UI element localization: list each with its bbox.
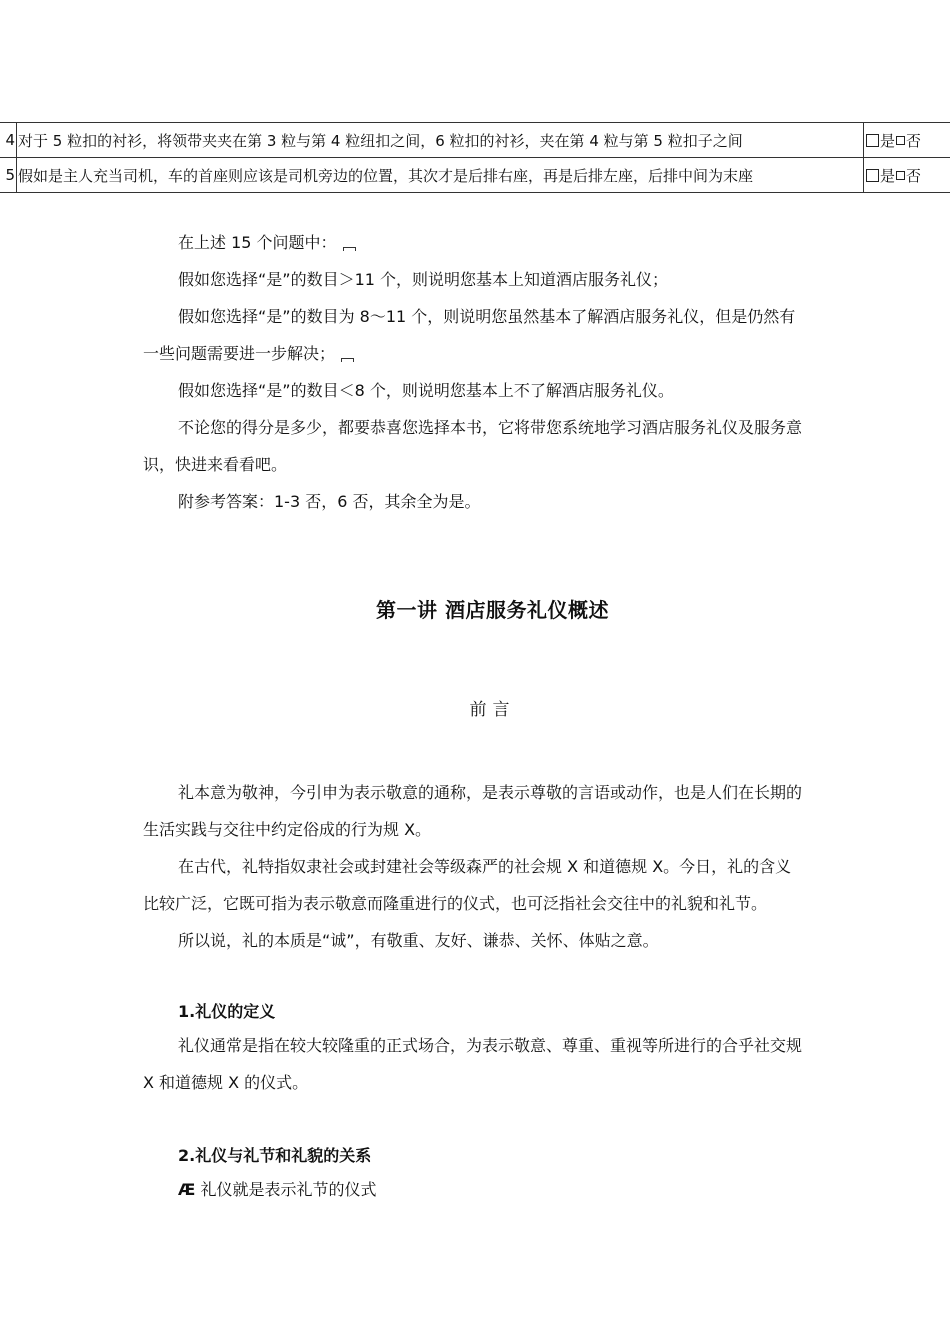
row-number: 4 <box>0 123 17 158</box>
quiz-table <box>0 122 950 193</box>
scoring-encourage: 不论您的得分是多少，都要恭喜您选择本书，它将带您系统地学习酒店服务礼仪及服务意识，快进来看看吧。 <box>143 418 803 474</box>
yes-label: 是 <box>880 166 896 185</box>
foreword-heading: 前言 <box>469 700 516 720</box>
foreword-body <box>143 774 807 959</box>
no-label: 否 <box>906 131 922 150</box>
yes-checkbox[interactable] <box>866 134 879 147</box>
answer-options <box>864 123 950 158</box>
paragraph-mark-icon <box>343 247 356 251</box>
question-text: 对于 5 粒扣的衬衫，将领带夹夹在第 3 粒与第 4 粒纽扣之间，6 粒扣的衬衫，夹在第 4 粒与第 5 粒扣子之间 <box>17 123 864 158</box>
no-label: 否 <box>906 166 922 185</box>
scoring-low: 假如您选择“是”的数目＜8 个，则说明您基本上不了解酒店服务礼仪。 <box>178 381 674 400</box>
paragraph: 所以说，礼的本质是“诚”，有敬重、友好、谦恭、关怀、体贴之意。 <box>178 931 659 950</box>
no-checkbox[interactable] <box>896 171 905 180</box>
section-heading: 1.礼仪的定义 <box>178 1002 276 1021</box>
scoring-section <box>143 224 807 520</box>
section1-body <box>143 1027 807 1101</box>
bullet-icon: Æ <box>178 1180 196 1199</box>
answer-key: 附参考答案：1-3 否，6 否，其余全为是。 <box>178 492 481 511</box>
paragraph: 礼仪通常是指在较大较隆重的正式场合，为表示敬意、尊重、重视等所进行的合乎社交规 X 和道德规 X 的仪式。 <box>143 1036 803 1092</box>
yes-label: 是 <box>880 131 896 150</box>
paragraph: 礼本意为敬神，今引申为表示敬意的通称，是表示尊敬的言语或动作，也是人们在长期的生活实践与交往中约定俗成的行为规 X。 <box>143 783 803 839</box>
paragraph: 在古代，礼特指奴隶社会或封建社会等级森严的社会规 X 和道德规 X。今日，礼的含义比较广泛，它既可指为表示敬意而隆重进行的仪式，也可泛指社会交往中的礼貌和礼节。 <box>143 857 792 913</box>
scoring-mid: 假如您选择“是”的数目为 8～11 个，则说明您虽然基本了解酒店服务礼仪，但是仍然有一些问题需要进一步解决； <box>143 307 796 363</box>
bullet-item: Æ 礼仪就是表示礼节的仪式 <box>178 1180 377 1199</box>
table-row <box>0 158 950 193</box>
lecture-title: 第一讲 酒店服务礼仪概述 <box>376 598 609 622</box>
yes-checkbox[interactable] <box>866 169 879 182</box>
question-text: 假如是主人充当司机，车的首座则应该是司机旁边的位置，其次才是后排右座，再是后排左座，后排中间为末座 <box>17 158 864 193</box>
scoring-intro: 在上述 15 个问题中： <box>143 224 807 261</box>
answer-options <box>864 158 950 193</box>
scoring-high: 假如您选择“是”的数目＞11 个，则说明您基本上知道酒店服务礼仪； <box>178 270 669 289</box>
table-row <box>0 123 950 158</box>
section2-body <box>143 1171 807 1208</box>
no-checkbox[interactable] <box>896 136 905 145</box>
section-heading: 2.礼仪与礼节和礼貌的关系 <box>178 1146 372 1165</box>
row-number: 5 <box>0 158 17 193</box>
paragraph-mark-icon <box>341 358 354 362</box>
